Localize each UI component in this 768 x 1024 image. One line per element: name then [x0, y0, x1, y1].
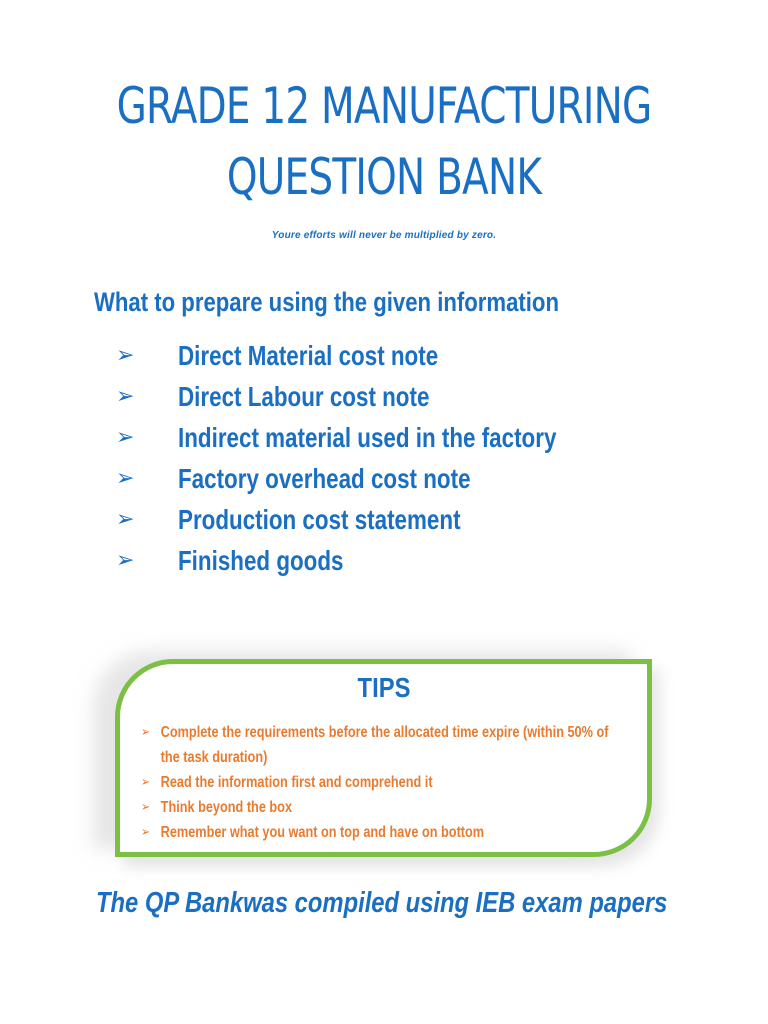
tip-item	[141, 720, 653, 745]
page-title-line-1: GRADE 12 MANUFACTURING	[116, 77, 652, 135]
arrow-bullet-icon: ➢	[116, 507, 135, 532]
tip-item	[141, 795, 653, 820]
arrow-bullet-icon: ➢	[116, 425, 135, 450]
tip-text: Complete the requirements before the allocated time expire (within 50% of	[160, 724, 609, 741]
prepare-item-label: Indirect material used in the factory	[178, 422, 557, 453]
arrow-bullet-icon: ➢	[116, 343, 135, 368]
arrow-bullet-icon: ➢	[141, 825, 150, 840]
tips-list	[141, 720, 661, 845]
tip-text: Read the information first and comprehend it	[160, 774, 433, 791]
arrow-bullet-icon: ➢	[116, 548, 135, 573]
prepare-item-label: Direct Material cost note	[178, 340, 439, 371]
arrow-bullet-icon: ➢	[141, 725, 150, 740]
tip-item	[141, 820, 653, 845]
tip-text: the task duration)	[160, 749, 268, 766]
tip-item	[141, 770, 653, 795]
prepare-heading: What to prepare using the given information	[94, 287, 559, 317]
tip-item-continuation	[141, 745, 653, 770]
tip-text: Think beyond the box	[160, 799, 293, 816]
arrow-bullet-icon: ➢	[141, 775, 150, 790]
footer-note: The QP Bankwas compiled using IEB exam papers	[96, 887, 668, 919]
arrow-bullet-icon: ➢	[141, 800, 150, 815]
prepare-item-label: Direct Labour cost note	[178, 381, 430, 412]
arrow-bullet-icon: ➢	[116, 384, 135, 409]
prepare-item-label: Finished goods	[178, 545, 344, 576]
prepare-item-label: Production cost statement	[178, 504, 461, 535]
arrow-bullet-icon: ➢	[116, 466, 135, 491]
tip-text: Remember what you want on top and have on bottom	[160, 824, 485, 841]
prepare-item-label: Factory overhead cost note	[178, 463, 471, 494]
tagline: Youre efforts will never be multiplied by zero.	[271, 230, 497, 241]
tips-title: TIPS	[357, 672, 411, 703]
page-title-line-2: QUESTION BANK	[226, 148, 542, 206]
